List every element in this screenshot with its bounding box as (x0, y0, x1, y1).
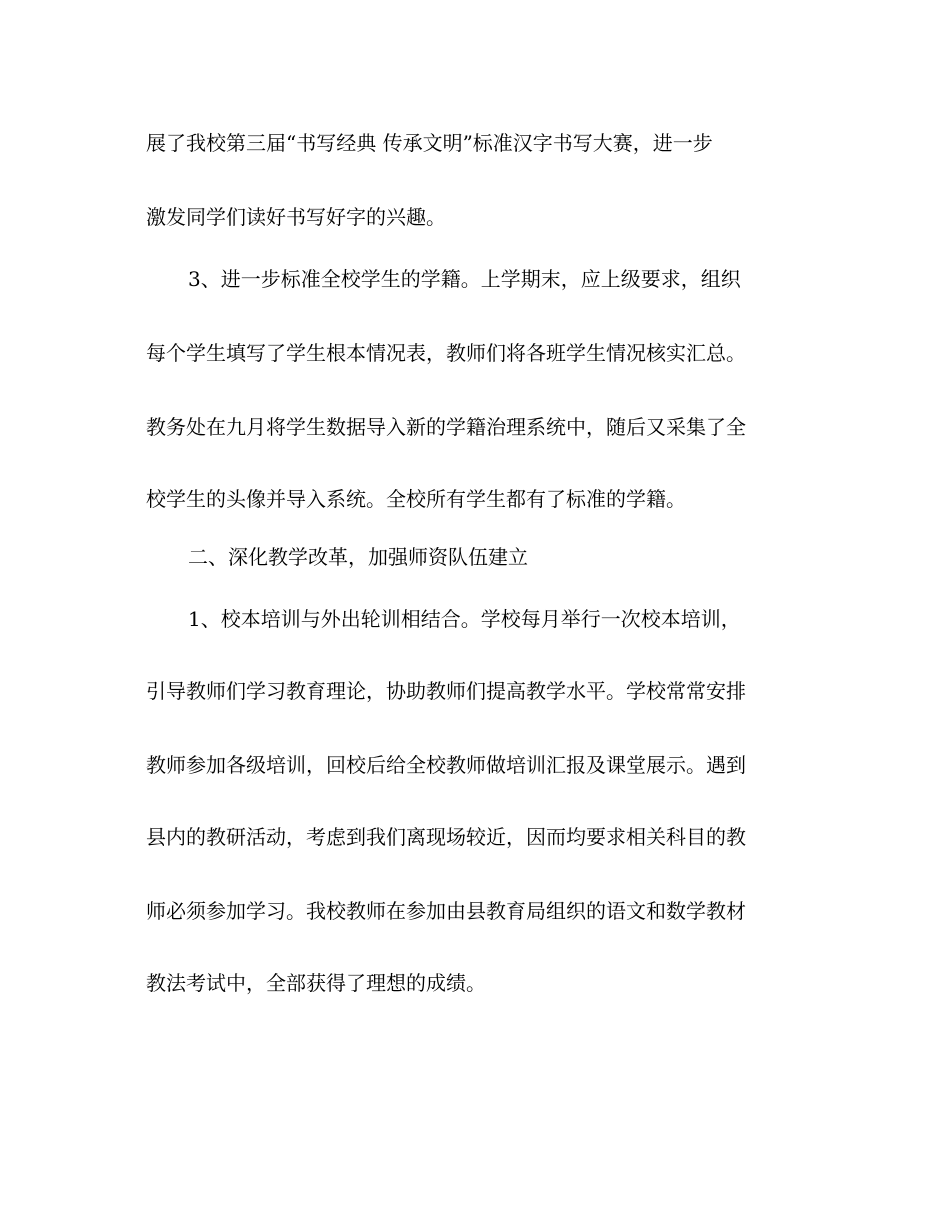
paragraph-start-line: 1、校本培训与外出轮训相结合。学校每月举行一次校本培训， (188, 607, 741, 631)
paragraph-start-line: 3、进一步标准全校学生的学籍。上学期末，应上级要求，组织 (188, 267, 741, 291)
text-line: 校学生的头像并导入系统。全校所有学生都有了标准的学籍。 (146, 487, 686, 511)
text-line: 激发同学们读好书写好字的兴趣。 (146, 205, 446, 229)
text-line: 展了我校第三届“书写经典 传承文明”标准汉字书写大赛，进一步 (146, 131, 713, 155)
text-line: 县内的教研活动，考虑到我们离现场较近，因而均要求相关科目的教 (146, 825, 746, 849)
text-line: 教法考试中，全部获得了理想的成绩。 (146, 971, 486, 995)
section-heading: 二、深化教学改革，加强师资队伍建立 (188, 545, 528, 569)
text-line: 每个学生填写了学生根本情况表，教师们将各班学生情况核实汇总。 (146, 341, 746, 365)
text-line: 教师参加各级培训，回校后给全校教师做培训汇报及课堂展示。遇到 (146, 753, 746, 777)
text-line: 师必须参加学习。我校教师在参加由县教育局组织的语文和数学教材 (146, 899, 746, 923)
text-line: 教务处在九月将学生数据导入新的学籍治理系统中，随后又采集了全 (146, 415, 746, 439)
text-line: 引导教师们学习教育理论，协助教师们提高教学水平。学校常常安排 (146, 679, 746, 703)
